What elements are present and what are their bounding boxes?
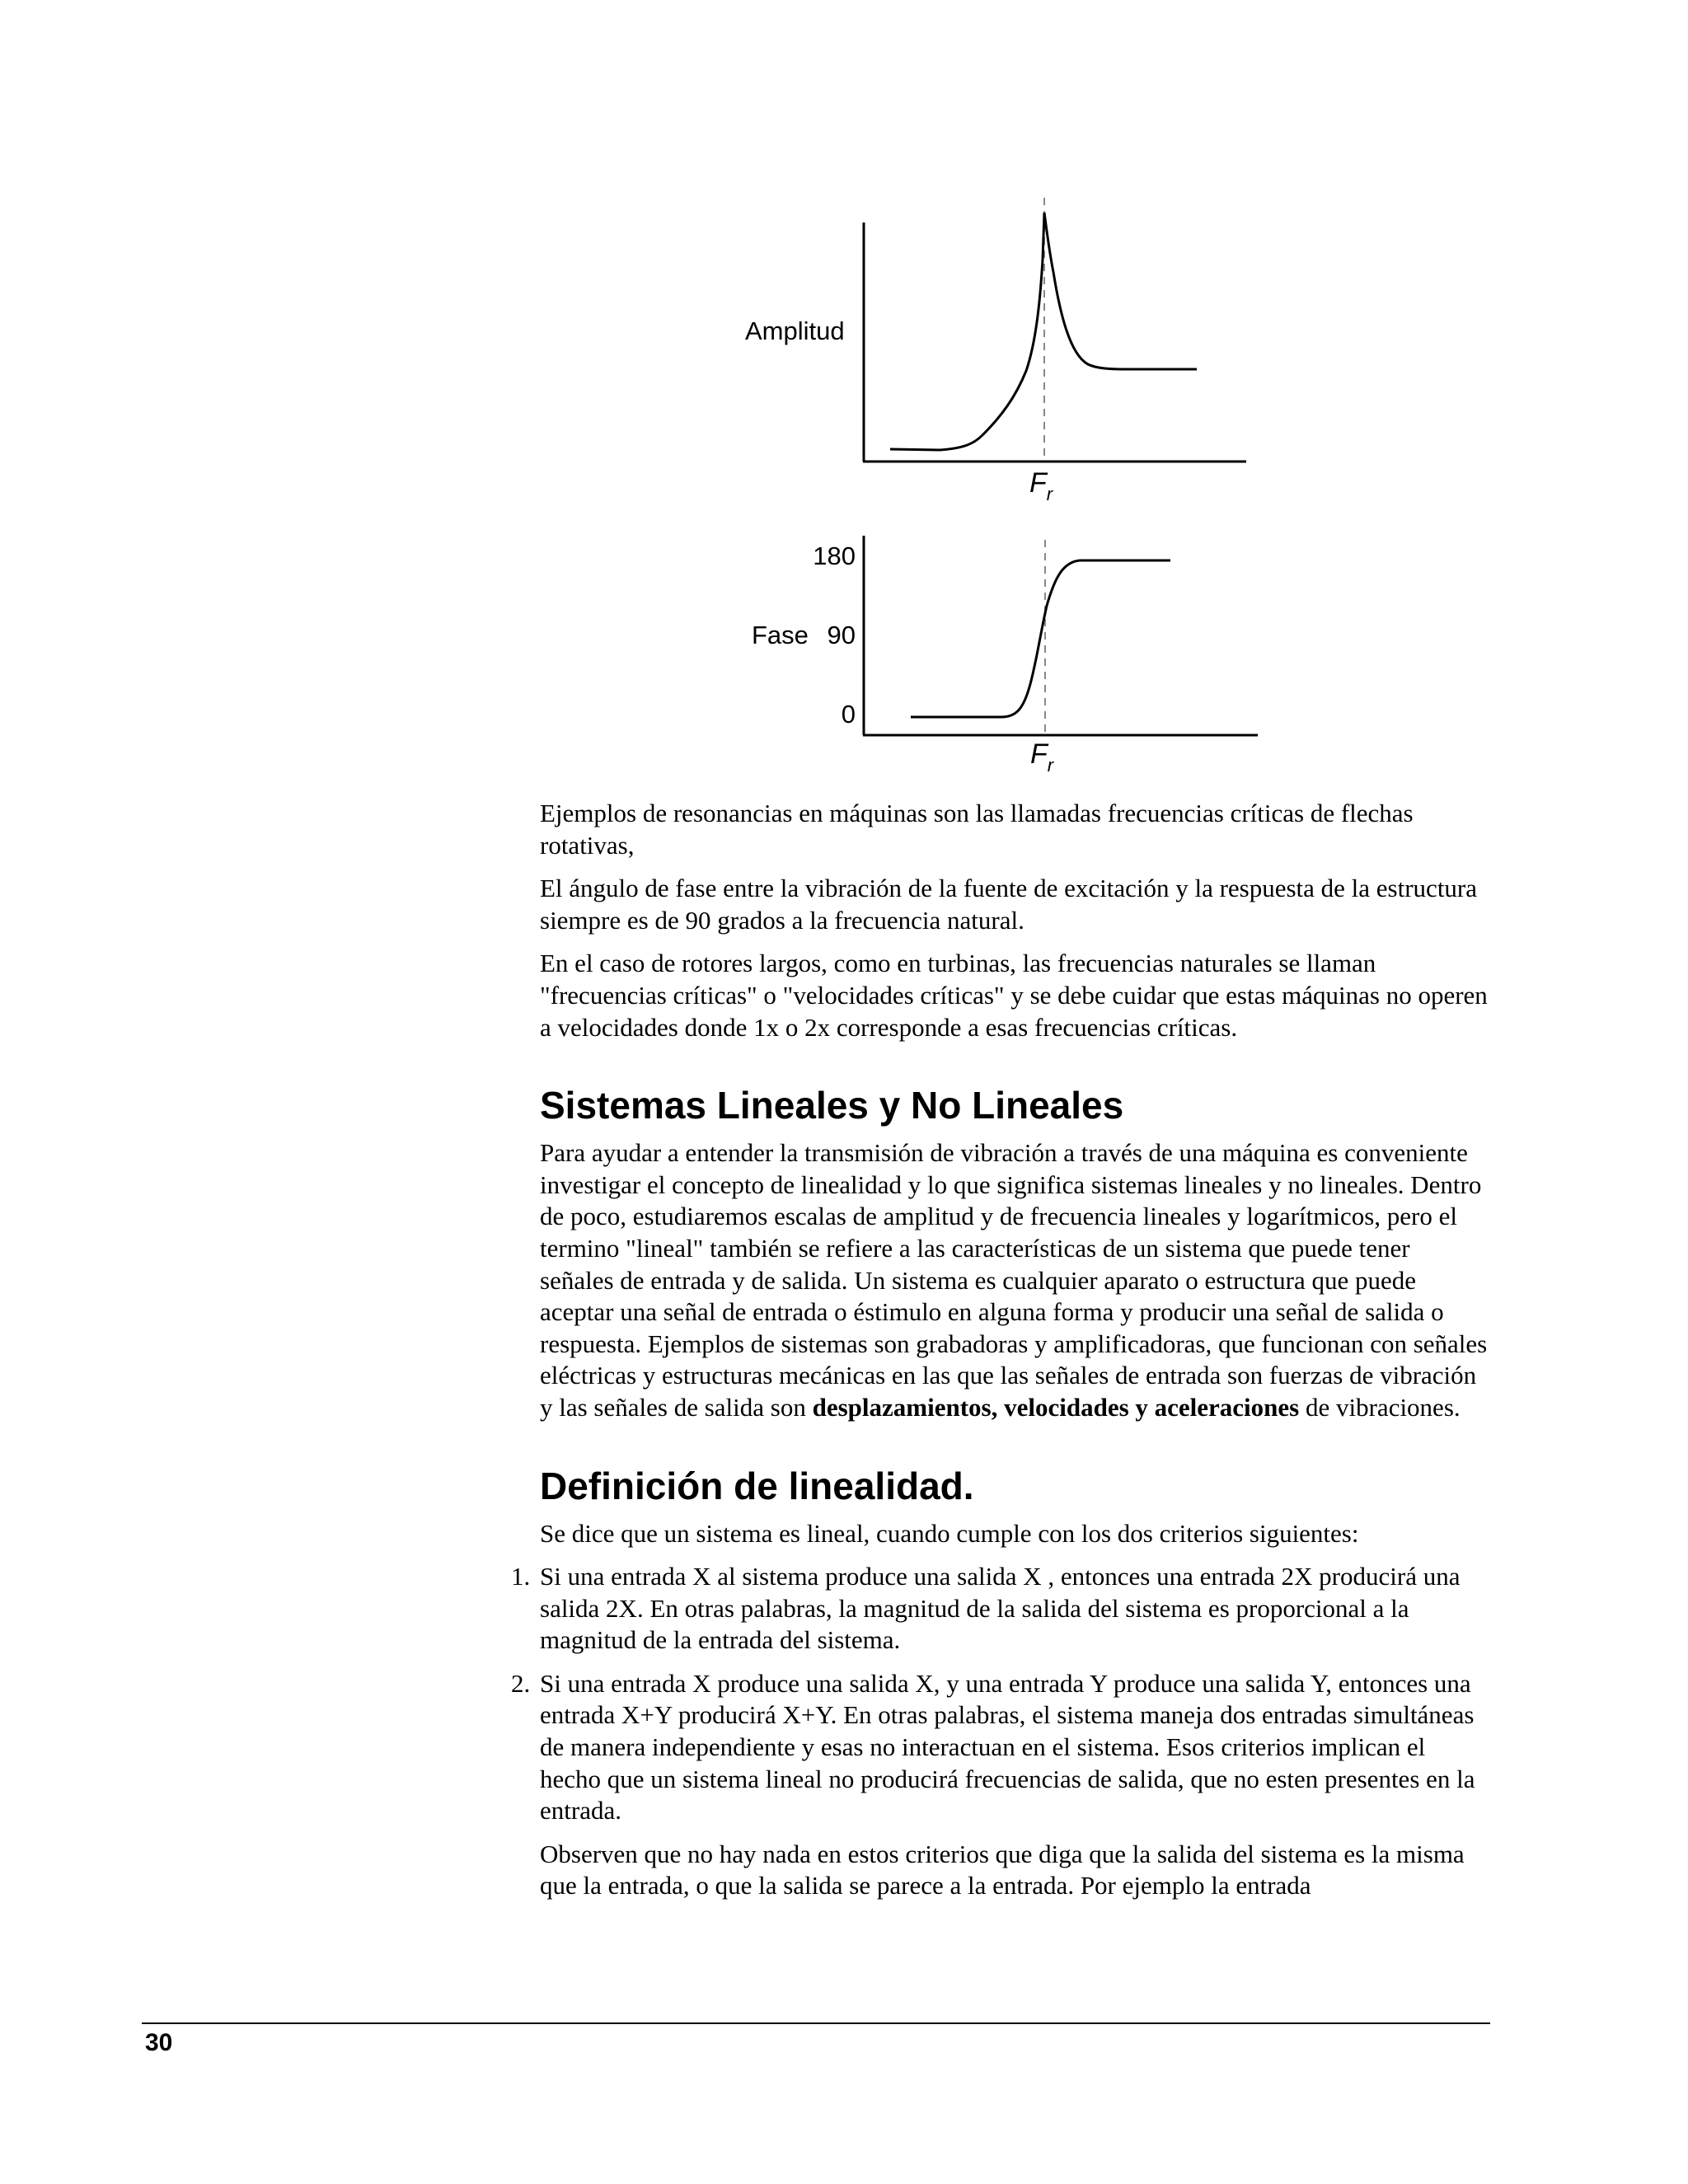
paragraph-linearity-concept [540,1137,1488,1423]
body-text [511,798,1488,1914]
linearity-tail: de vibraciones. [1299,1392,1461,1422]
paragraph-criteria-intro: Se dice que un sistema es lineal, cuando cumple con los dos criterios siguientes: [540,1518,1359,1548]
footer-rule [142,2022,1490,2024]
phase-fr-label: $F_r$ [1030,738,1054,776]
phase-tick-180: 180 [813,541,856,570]
list-number: 1. [511,1562,531,1591]
amplitude-chart [745,198,1246,504]
phase-tick-90: 90 [827,621,856,649]
list-item [511,1668,1488,1827]
page-number: 30 [145,2029,173,2056]
list-number: 2. [511,1668,531,1698]
list-item-text: Si una entrada X produce una salida X, y una entrada Y produce una salida Y, entonces una entrada X+Y producirá X+Y. En otras palabras, el sistema maneja dos entradas simultáneas de manera independiente y esas no interactuan en el sistema. Esos criterios implican el hecho que un sistema lineal no producirá frecuencias de salida, que no esten presentes en la entrada. [540,1668,1475,1825]
paragraph-phase-angle: El ángulo de fase entre la vibración de la fuente de excitación y la respuesta de la estructura siempre es de 90 grados a la frecuencia natural. [540,874,1478,935]
phase-tick-0: 0 [841,700,856,729]
heading-linearity-definition: Definición de linealidad. [540,1464,974,1507]
resonance-figure [0,0,1688,808]
paragraph-observation: Observen que no hay nada en estos criterios que diga que la salida del sistema es la misma que la entrada, o que la salida se parece a la entrada. Por ejemplo la entrada [540,1839,1465,1900]
linearity-text: Para ayudar a entender la transmisión de vibración a través de una máquina es conveniente investigar el concepto de linealidad y lo que significa sistemas lineales y no lineales. Dentro de poco, estudiaremos escalas de amplitud y de frecuencia lineales y logarítmicos, pero el termino "lineal" también se refiere a las características de un sistema que puede tener señales de entrada y de salida. Un sistema es cualquier aparato o estructura que puede aceptar una señal de entrada o éstimulo en alguna forma y producir una señal de salida o respuesta. Ejemplos de sistemas son grabadoras y amplificadoras, que funcionan con señales eléctricas y estructuras mecánicas en las que las señales de entrada son fuerzas de vibración y las señales de salida son [540,1138,1488,1422]
amplitude-fr-label: $F_r$ [1029,467,1053,504]
phase-axis-label: Fase [752,621,809,649]
phase-curve [911,560,1170,717]
amplitude-axis-label: Amplitud [745,316,845,345]
phase-chart [752,536,1258,776]
heading-linear-systems: Sistemas Lineales y No Lineales [540,1084,1124,1127]
linearity-bold-terms: desplazamientos, velocidades y aceleraciones [812,1392,1300,1422]
criteria-list [511,1561,1488,1827]
list-item [511,1561,1488,1657]
list-item-text: Si una entrada X al sistema produce una salida X , entonces una entrada 2X producirá una salida 2X. En otras palabras, la magnitud de la salida del sistema es proporcional a la magnitud de la entrada del sistema. [540,1562,1461,1655]
paragraph-resonance-examples: Ejemplos de resonancias en máquinas son las llamadas frecuencias críticas de flechas rotativas, [540,799,1414,860]
paragraph-long-rotors: En el caso de rotores largos, como en turbinas, las frecuencias naturales se llaman "frecuencias críticas" o "velocidades críticas" y se debe cuidar que estas máquinas no operen a velocidades donde 1x o 2x corresponde a esas frecuencias críticas. [540,949,1488,1042]
